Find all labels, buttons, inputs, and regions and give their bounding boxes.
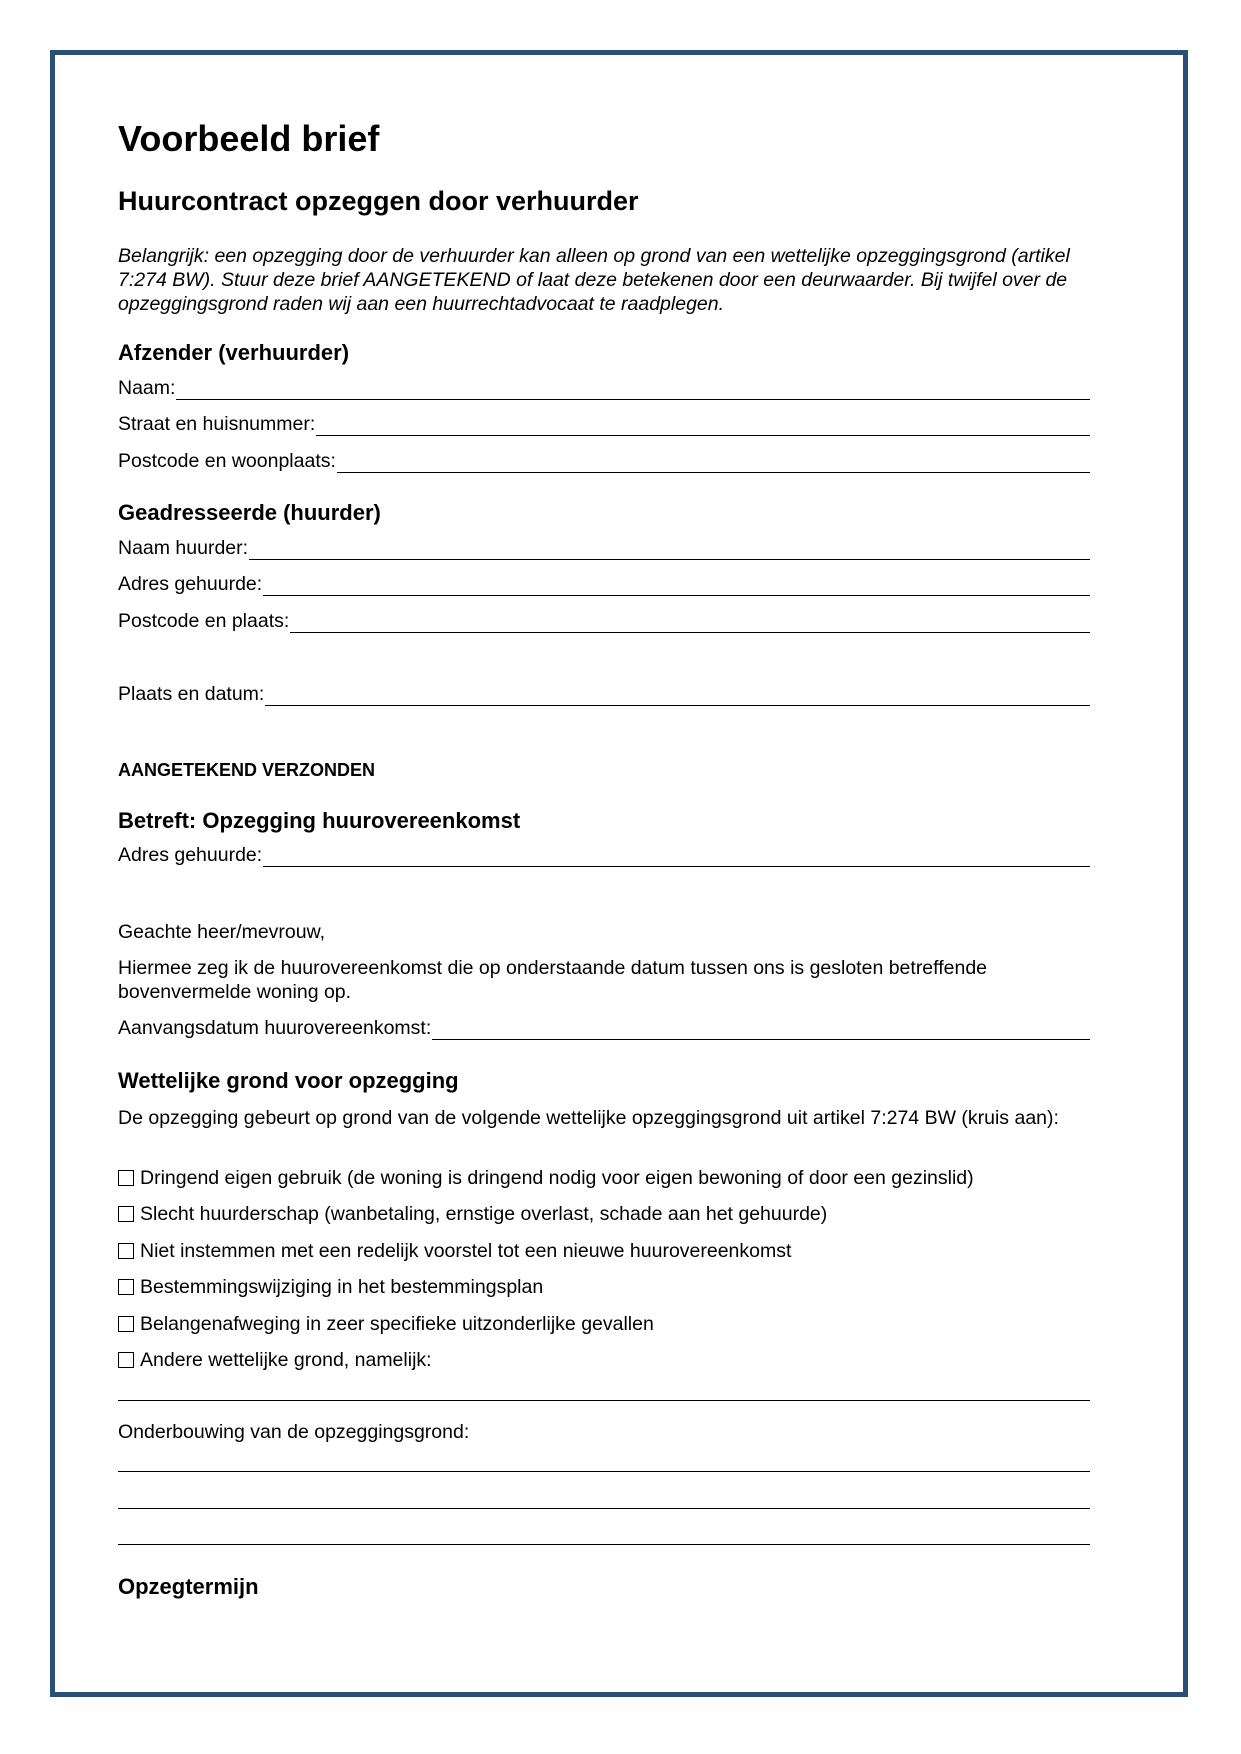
grounds-heading: Wettelijke grond voor opzegging xyxy=(118,1068,459,1093)
option-label: Bestemmingswijziging in het bestemmingsplan xyxy=(140,1276,544,1298)
field-label: Naam: xyxy=(118,377,176,399)
subject-heading: Betreft: Opzegging huurovereenkomst xyxy=(118,808,521,833)
substantiation-fill-line[interactable] xyxy=(118,1470,1090,1472)
substantiation-label: Onderbouwing van de opzeggingsgrond: xyxy=(118,1421,470,1443)
grounds-intro: De opzegging gebeurt op grond van de volgende wettelijke opzeggingsgrond uit artikel 7:274 BW (kruis aan): xyxy=(118,1107,1059,1129)
ground-option-balance-interests[interactable] xyxy=(118,1312,1090,1336)
substantiation-fill-line[interactable] xyxy=(118,1507,1090,1509)
option-label: Slecht huurderschap (wanbetaling, ernstige overlast, schade aan het gehuurde) xyxy=(140,1203,828,1225)
option-label: Dringend eigen gebruik (de woning is dringend nodig voor eigen bewoning of door een gezinslid) xyxy=(140,1167,974,1189)
intro-note: Belangrijk: een opzegging door de verhuurder kan alleen op grond van een wettelijke opzeggingsgrond (artikel 7:274 BW). Stuur deze brief AANGETEKEND of laat deze betekenen door een deurwaarder. Bij twijfel over de opzeggingsgrond raden wij aan een huurrechtadvocaat te raadplegen. xyxy=(118,245,1070,315)
page-subtitle: Huurcontract opzeggen door verhuurder xyxy=(118,186,639,216)
ground-option-zoning-change[interactable] xyxy=(118,1275,1090,1299)
field-label: Adres gehuurde: xyxy=(118,573,263,595)
option-label: Andere wettelijke grond, namelijk: xyxy=(140,1349,432,1371)
checkbox[interactable] xyxy=(118,1206,134,1222)
salutation: Geachte heer/mevrouw, xyxy=(118,921,326,943)
option-label: Belangenafweging in zeer specifieke uitzonderlijke gevallen xyxy=(140,1313,654,1335)
fill-line[interactable] xyxy=(249,539,1090,560)
substantiation-fill-line[interactable] xyxy=(118,1543,1090,1545)
other-ground-fill-line[interactable] xyxy=(118,1399,1090,1401)
field-label: Straat en huisnummer: xyxy=(118,413,316,435)
fill-line[interactable] xyxy=(290,612,1090,633)
sender-street-field[interactable] xyxy=(118,412,1090,436)
fill-line[interactable] xyxy=(176,379,1090,400)
sender-heading: Afzender (verhuurder) xyxy=(118,340,350,365)
tenant-name-field[interactable] xyxy=(118,536,1090,560)
addressee-heading: Geadresseerde (huurder) xyxy=(118,500,381,525)
sender-name-field[interactable] xyxy=(118,376,1090,400)
body-paragraph: Hiermee zeg ik de huurovereenkomst die op onderstaande datum tussen ons is gesloten betreffende bovenvermelde woning op. xyxy=(118,957,988,1003)
ground-option-bad-tenancy[interactable] xyxy=(118,1202,1090,1226)
checkbox[interactable] xyxy=(118,1279,134,1295)
field-label: Postcode en plaats: xyxy=(118,610,290,632)
fill-line[interactable] xyxy=(316,415,1090,436)
fill-line[interactable] xyxy=(337,452,1090,473)
field-label: Postcode en woonplaats: xyxy=(118,450,336,472)
page-title: Voorbeeld brief xyxy=(118,118,380,159)
ground-option-urgent-use[interactable] xyxy=(118,1166,1090,1190)
subject-address-field[interactable] xyxy=(118,843,1090,867)
place-date-field[interactable] xyxy=(118,682,1090,706)
rental-address-field[interactable] xyxy=(118,572,1090,596)
checkbox[interactable] xyxy=(118,1170,134,1186)
option-label: Niet instemmen met een redelijk voorstel tot een nieuwe huurovereenkomst xyxy=(140,1240,792,1262)
fill-line[interactable] xyxy=(263,575,1090,596)
fill-line[interactable] xyxy=(432,1019,1090,1040)
ground-option-other[interactable] xyxy=(118,1348,1090,1372)
checkbox[interactable] xyxy=(118,1316,134,1332)
field-label: Aanvangsdatum huurovereenkomst: xyxy=(118,1017,432,1039)
checkbox[interactable] xyxy=(118,1243,134,1259)
registered-mail-notice: AANGETEKEND VERZONDEN xyxy=(118,760,376,780)
tenant-postcode-field[interactable] xyxy=(118,609,1090,633)
ground-option-reasonable-offer[interactable] xyxy=(118,1239,1090,1263)
fill-line[interactable] xyxy=(263,846,1090,867)
field-label: Adres gehuurde: xyxy=(118,844,263,866)
start-date-field[interactable] xyxy=(118,1016,1090,1040)
notice-period-heading: Opzegtermijn xyxy=(118,1574,259,1599)
field-label: Naam huurder: xyxy=(118,537,249,559)
field-label: Plaats en datum: xyxy=(118,683,265,705)
fill-line[interactable] xyxy=(265,685,1090,706)
sender-postcode-field[interactable] xyxy=(118,449,1090,473)
checkbox[interactable] xyxy=(118,1352,134,1368)
